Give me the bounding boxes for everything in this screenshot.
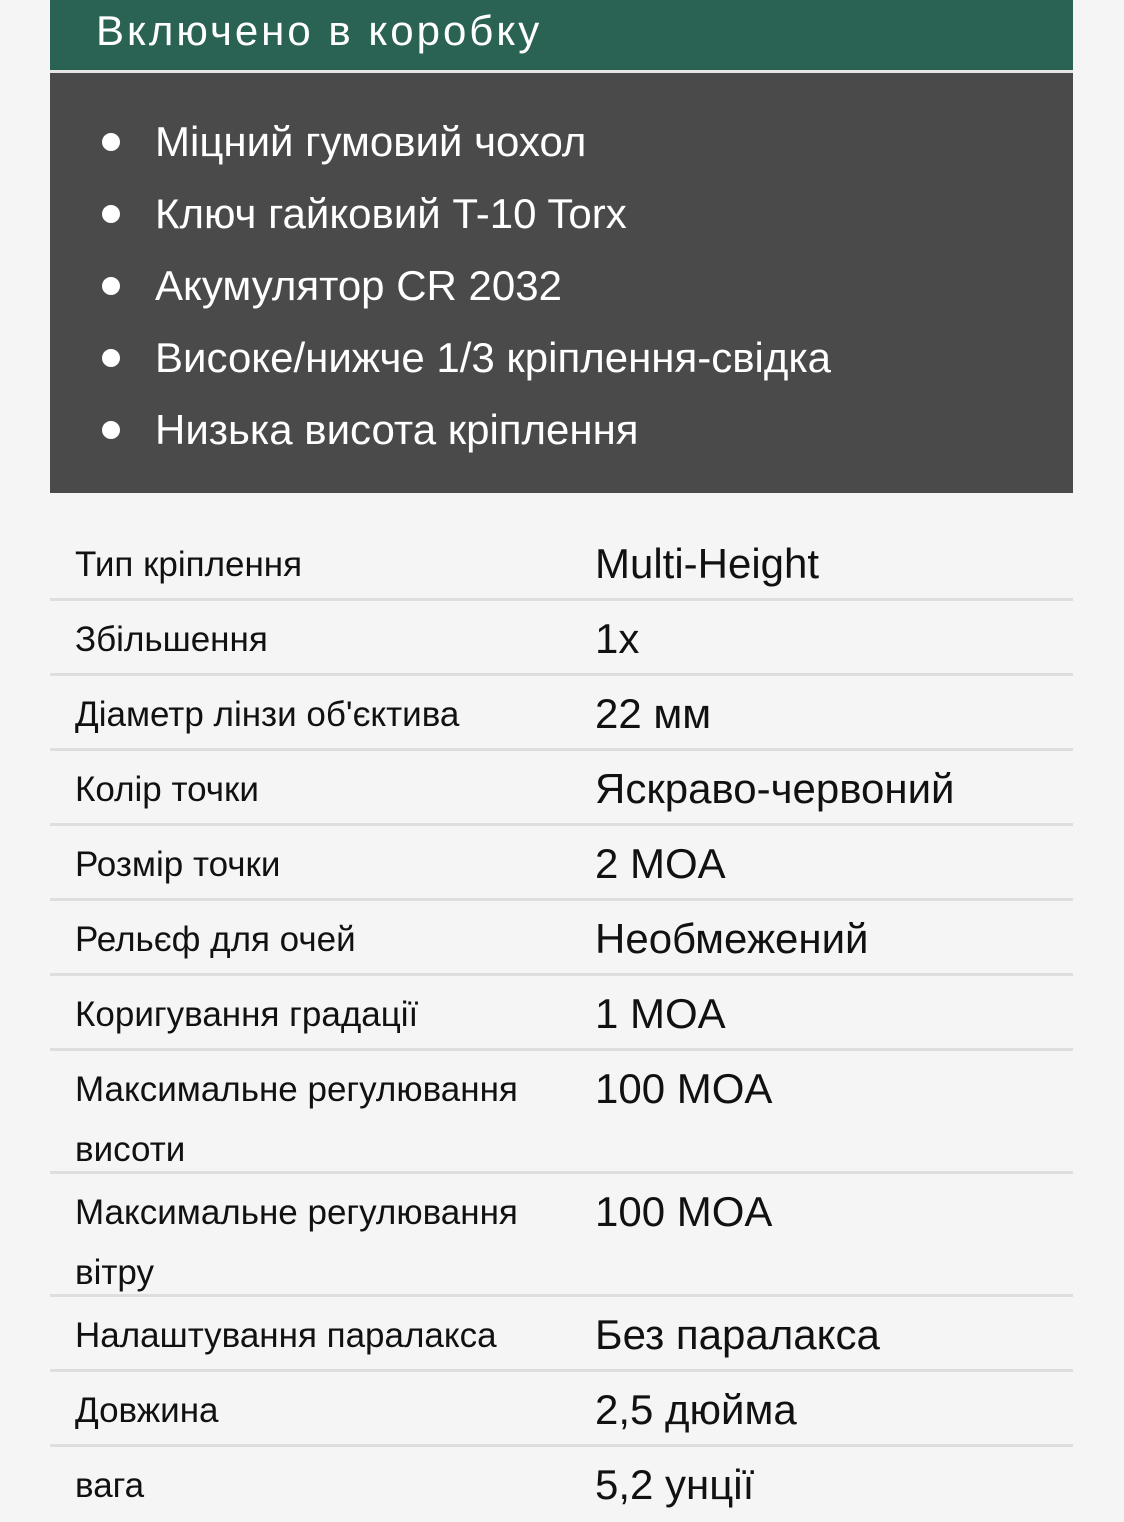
list-item-text: Високе/нижче 1/3 кріплення-свідка xyxy=(155,334,832,381)
spec-label: Налаштування паралакса xyxy=(75,1316,497,1355)
box-contents-title: Включено в коробку xyxy=(96,7,543,54)
product-details xyxy=(50,0,1073,1522)
list-item xyxy=(50,178,1073,250)
list-item-text: Міцний гумовий чохол xyxy=(155,118,587,165)
spec-value: Яскраво-червоний xyxy=(595,765,955,812)
bullet-icon xyxy=(102,349,120,367)
table-row xyxy=(50,901,1073,976)
spec-label: Довжина xyxy=(75,1391,219,1430)
box-contents-list xyxy=(50,106,1073,466)
spec-label: Коригування градації xyxy=(75,995,419,1034)
spec-value: 5,2 унції xyxy=(595,1461,755,1508)
table-row xyxy=(50,1372,1073,1447)
table-row xyxy=(50,676,1073,751)
spec-value: 22 мм xyxy=(595,690,712,737)
table-row xyxy=(50,1051,1073,1174)
spec-label: Розмір точки xyxy=(75,845,281,884)
list-item-text: Акумулятор CR 2032 xyxy=(155,262,562,309)
spec-value: 2 MOA xyxy=(595,840,726,887)
spec-label: Тип кріплення xyxy=(75,545,303,584)
spec-value: Multi-Height xyxy=(595,540,820,587)
spec-value: 100 MOA xyxy=(595,1065,773,1112)
spec-label: Колір точки xyxy=(75,770,259,809)
list-item xyxy=(50,106,1073,178)
spec-value: 2,5 дюйма xyxy=(595,1386,797,1433)
bullet-icon xyxy=(102,133,120,151)
box-contents-header xyxy=(50,0,1073,73)
table-row xyxy=(50,751,1073,826)
spec-label: Максимальне регулювання вітру xyxy=(75,1193,518,1292)
spec-label: вага xyxy=(75,1466,145,1505)
spec-label: Збільшення xyxy=(75,620,268,659)
spec-label: Максимальне регулювання висоти xyxy=(75,1070,518,1169)
table-row xyxy=(50,526,1073,601)
spec-label: Рельєф для очей xyxy=(75,920,356,959)
spec-value: 1 MOA xyxy=(595,990,726,1037)
table-row xyxy=(50,1174,1073,1297)
specs-table xyxy=(50,526,1073,1522)
bullet-icon xyxy=(102,205,120,223)
list-item xyxy=(50,394,1073,466)
spec-value: Без паралакса xyxy=(595,1311,880,1358)
table-row xyxy=(50,826,1073,901)
table-row xyxy=(50,1297,1073,1372)
box-contents-panel xyxy=(50,73,1073,493)
list-item-text: Низька висота кріплення xyxy=(155,406,639,453)
spec-value: 1x xyxy=(595,615,640,662)
bullet-icon xyxy=(102,277,120,295)
spec-value: 100 MOA xyxy=(595,1188,773,1235)
table-row xyxy=(50,1447,1073,1522)
list-item-text: Ключ гайковий T-10 Torx xyxy=(155,190,627,237)
spec-value: Необмежений xyxy=(595,915,869,962)
list-item xyxy=(50,322,1073,394)
list-item xyxy=(50,250,1073,322)
bullet-icon xyxy=(102,421,120,439)
table-row xyxy=(50,601,1073,676)
table-row xyxy=(50,976,1073,1051)
spec-label: Діаметр лінзи об'єктива xyxy=(75,695,460,734)
